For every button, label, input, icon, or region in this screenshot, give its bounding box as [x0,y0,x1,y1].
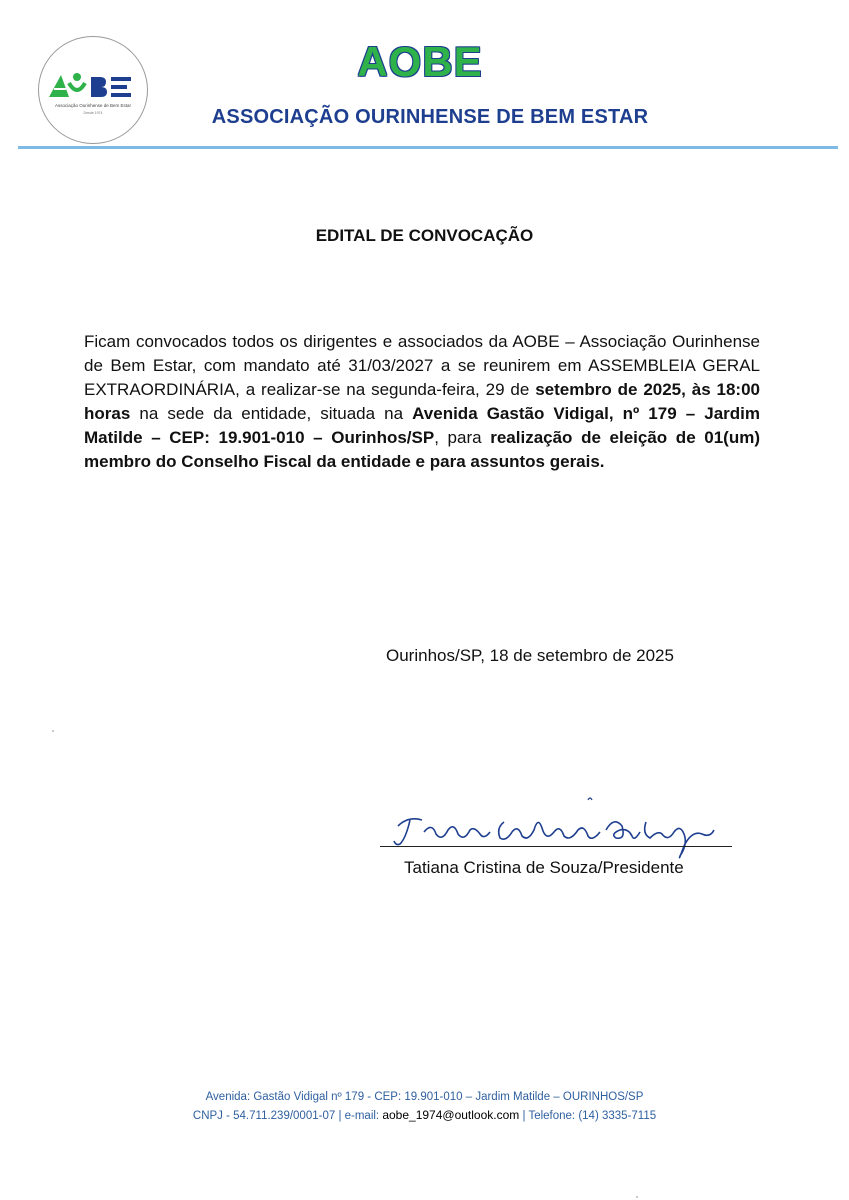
paragraph-date-time: setembro de 2025, às 18:00 horas [84,380,760,423]
paragraph-text-1: Ficam convocados todos os dirigentes e associados da AOBE – Associação Ourinhense de Bem Estar, com mandato até 31/03/2027 a se reunirem em ASSEMBLEIA GERAL EXTRAORDINÁRIA, a realizar-se na segunda-feira, 29 de [84,332,760,399]
paragraph-text-2: na sede da entidade, situada na [130,404,413,423]
footer [0,1088,849,1125]
logo-subtitle: Associação Ourinhense de Bem Estar [54,103,132,108]
scan-speck [52,730,54,732]
footer-address: Avenida: Gastão Vidigal nº 179 - CEP: 19.901-010 – Jardim Matilde – OURINHOS/SP [205,1091,644,1103]
footer-contact [0,1106,849,1125]
aobe-logo-icon [39,37,147,143]
place-date-line: Ourinhos/SP, 18 de setembro de 2025 [386,646,674,665]
footer-phone: | Telefone: (14) 3335-7115 [519,1110,657,1122]
paragraph-agenda: realização de eleição de 01(um) membro do Conselho Fiscal da entidade e para assuntos gerais. [84,428,761,471]
scan-speck [636,1196,638,1198]
signer-name: Tatiana Cristina de Souza/Presidente [404,858,684,877]
convocation-paragraph [84,330,760,474]
logo-since: Desde 1974 [83,111,103,115]
logo-badge [38,36,148,144]
signature-line [380,846,732,847]
handwritten-signature [388,786,728,866]
document-title: EDITAL DE CONVOCAÇÃO [315,226,534,245]
footer-cnpj: CNPJ - 54.711.239/0001-07 | e-mail: [192,1110,383,1122]
footer-email: aobe_1974@outlook.com [382,1108,520,1122]
organization-name: ASSOCIAÇÃO OURINHENSE DE BEM ESTAR [211,106,649,128]
brand-title: AOBE [357,38,483,85]
header-divider [18,146,838,149]
paragraph-address: Avenida Gastão Vidigal, nº 179 – Jardim Matilde – CEP: 19.901-010 – Ourinhos/SP [84,404,760,447]
paragraph-text-3: , para [434,428,491,447]
